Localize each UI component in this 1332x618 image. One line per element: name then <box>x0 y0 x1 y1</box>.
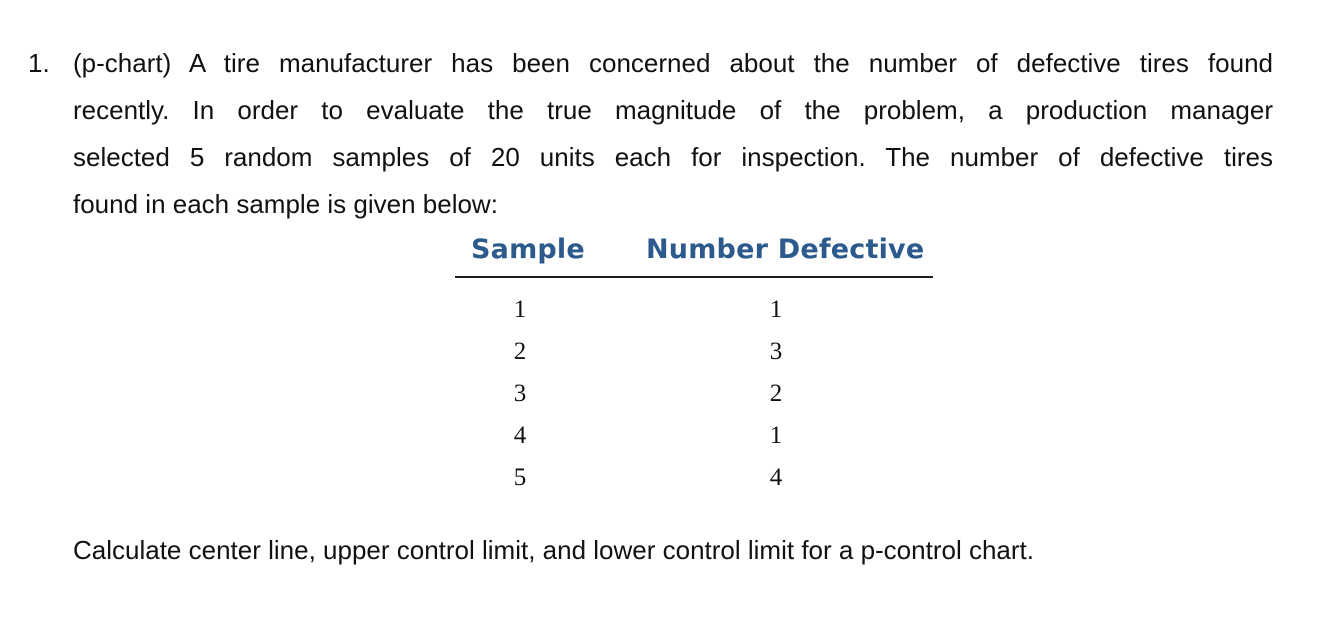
question-text: Calculate center line, upper control limit, and lower control limit for a p-control chart. <box>73 535 1034 565</box>
statement-line: selected 5 random samples of 20 units each for inspection. The number of defective tires <box>73 142 1273 172</box>
defective-cell: 1 <box>769 422 783 449</box>
header-number-defective: Number Defective <box>646 234 925 265</box>
table-row <box>455 460 933 502</box>
table-body <box>455 292 933 502</box>
defective-cell: 3 <box>769 338 783 365</box>
statement-line: recently. In order to evaluate the true magnitude of the problem, a production manager <box>73 95 1273 125</box>
defective-cell: 4 <box>769 464 783 491</box>
problem-number: 1. <box>28 48 50 78</box>
defective-cell: 2 <box>769 380 783 407</box>
defective-cell: 1 <box>769 296 783 323</box>
statement-line: found in each sample is given below: <box>73 189 498 219</box>
table-row <box>455 418 933 460</box>
table-header <box>455 226 933 278</box>
statement-line: (p-chart) A tire manufacturer has been concerned about the number of defective tires found <box>73 48 1273 78</box>
sample-cell: 3 <box>513 380 527 407</box>
table-row <box>455 292 933 334</box>
header-sample: Sample <box>471 234 585 265</box>
table-row <box>455 334 933 376</box>
sample-cell: 2 <box>513 338 527 365</box>
problem-statement <box>73 40 1273 228</box>
sample-cell: 5 <box>513 464 527 491</box>
defects-table <box>455 226 933 502</box>
sample-cell: 4 <box>513 422 527 449</box>
table-row <box>455 376 933 418</box>
sample-cell: 1 <box>513 296 527 323</box>
